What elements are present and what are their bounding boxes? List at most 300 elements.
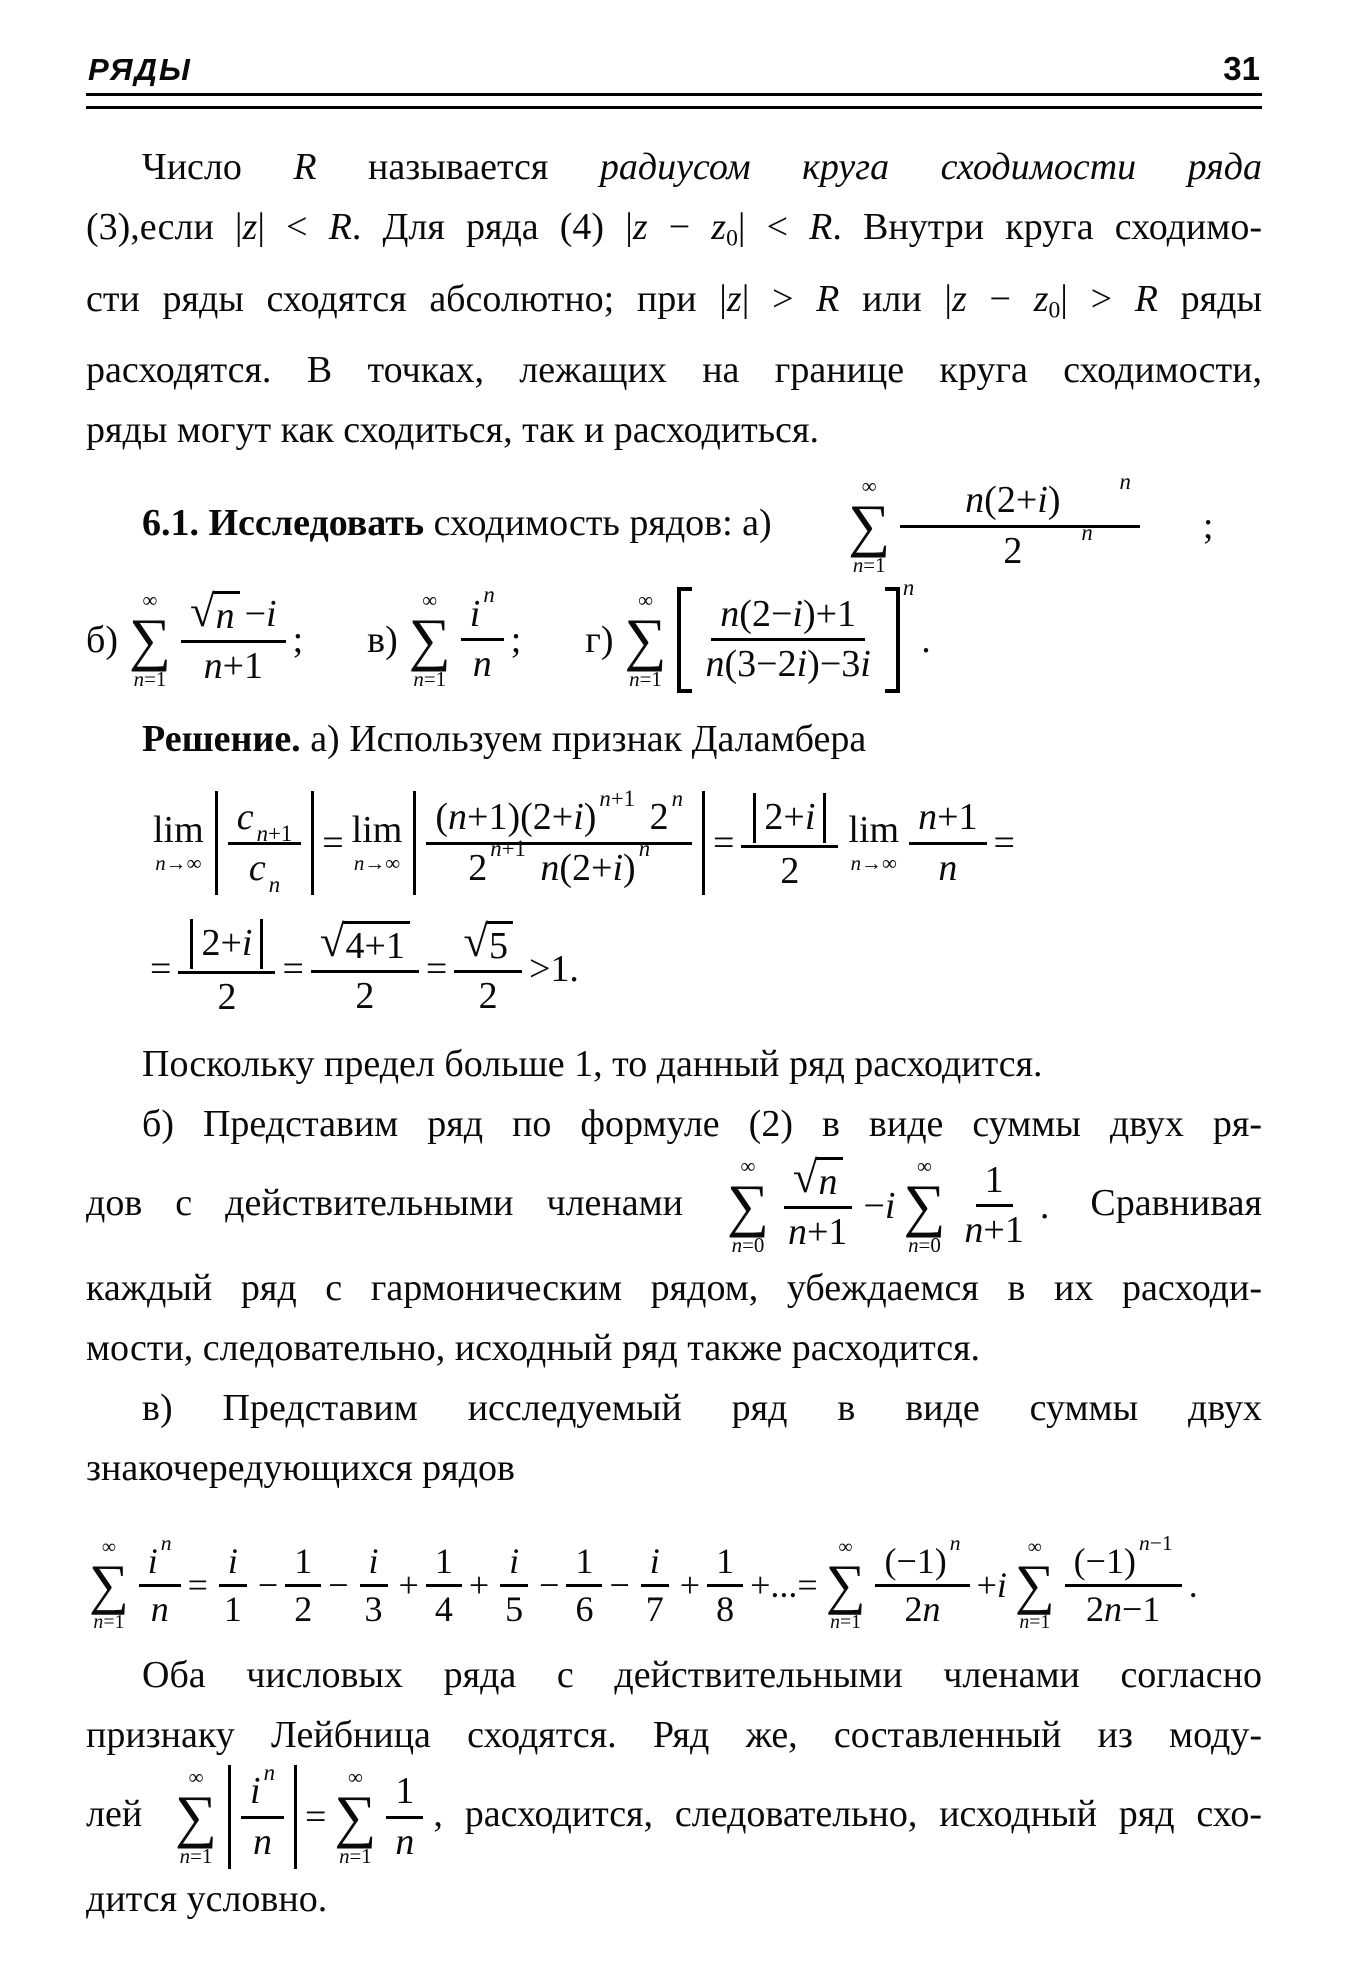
summation (625, 588, 667, 692)
math-run: =1 (840, 1611, 862, 1634)
math-run: 1 (716, 1540, 735, 1581)
sigma-icon: ∑ (408, 606, 451, 672)
math-run: − (539, 1565, 560, 1606)
math-run: = (187, 1565, 208, 1606)
lim-text: lim (848, 808, 900, 851)
subproblem-v (367, 582, 529, 692)
math-run: ∞ (916, 1153, 932, 1178)
math-text (863, 1176, 895, 1236)
math-text (473, 643, 492, 687)
text-line-with-formula (86, 1151, 1262, 1258)
denominator (566, 1587, 602, 1632)
math-run (531, 847, 541, 889)
paragraph-part-v (86, 1378, 1262, 1498)
subproblem-g (585, 574, 938, 693)
numerator (900, 468, 1140, 528)
math-run: i (612, 846, 624, 889)
fraction (181, 585, 286, 690)
math-run: ) (623, 846, 636, 889)
denominator (496, 1587, 532, 1632)
math-text (788, 1211, 847, 1255)
radicand (486, 921, 513, 968)
math-text (490, 836, 526, 861)
math-row (468, 836, 651, 891)
math-run: n (949, 1530, 961, 1555)
text-run: радиусом круга сходимости ряда (599, 146, 1262, 188)
math-text (395, 1821, 414, 1865)
radical-icon: √ (189, 585, 215, 636)
running-head-title: РЯДЫ (88, 52, 192, 87)
math-run: n (395, 1820, 415, 1863)
text-run: мости, следовательно, исходный ряд также расходится. (86, 1327, 981, 1369)
text-run: сти ряды сходятся абсолютно; при | (86, 277, 727, 320)
math-run: ) (583, 795, 597, 838)
lim-subscript (155, 851, 201, 876)
paragraph-radius-of-convergence (86, 137, 1262, 460)
math-run: n (902, 574, 915, 600)
math-run: )+1 (802, 592, 857, 635)
fraction (697, 591, 880, 689)
math-run: +1 (983, 1209, 1024, 1252)
header-rule-top (86, 93, 1262, 96)
absolute-value (215, 791, 315, 898)
math-run: n (540, 846, 560, 889)
text-run: знакочередующихся рядов (86, 1447, 515, 1489)
math-text (201, 922, 252, 966)
numerator (228, 794, 302, 845)
subproblems-row (86, 574, 1262, 693)
absolute-value (753, 793, 826, 843)
math-text (529, 947, 579, 991)
superscript (1063, 469, 1130, 495)
math-run: n (818, 1161, 838, 1204)
math-run: n (483, 582, 495, 608)
math-text (294, 1589, 312, 1630)
math-text (148, 1541, 158, 1582)
math-run: ∞ (142, 587, 158, 612)
math-run: 5 (488, 924, 508, 967)
math-run: 1 (575, 1540, 594, 1581)
math-run: +1 (807, 1210, 848, 1253)
fraction (139, 1530, 181, 1633)
radical-icon: √ (792, 1151, 818, 1202)
paragraph-part-b (86, 1094, 1262, 1378)
text-line (86, 1258, 1262, 1318)
math-text (426, 947, 447, 991)
sum-lower-limit (180, 1844, 213, 1869)
math-run: n (852, 553, 864, 578)
math-run: =1 (190, 1844, 213, 1869)
math-run: ∞ (861, 474, 877, 499)
math-text (435, 796, 596, 840)
denominator (459, 836, 659, 893)
text-run: лей (86, 1792, 165, 1835)
math-run: n (788, 1210, 807, 1253)
right-bracket-icon (885, 587, 900, 693)
inline-formula (406, 582, 522, 692)
solution-heading (86, 709, 1262, 769)
math-text (228, 1541, 238, 1582)
math-text (575, 1541, 593, 1582)
math-text (680, 1564, 700, 1606)
sum-lower-limit (629, 667, 662, 692)
formula-series-expansion (86, 1520, 1262, 1635)
math-text (672, 786, 683, 811)
sigma-icon: ∑ (1014, 1553, 1055, 1616)
math-run: 5 (505, 1588, 524, 1629)
numerator (741, 791, 838, 848)
text-line (86, 400, 1262, 460)
numerator (454, 915, 522, 973)
sum-lower-limit (732, 1233, 765, 1258)
denominator (707, 1587, 743, 1632)
math-run: − (257, 1565, 279, 1606)
math-row (172, 1759, 425, 1869)
math-run: ( (435, 795, 449, 838)
text-run: Оба числовых ряда с действительными членами согласно (142, 1653, 1262, 1696)
superscript (599, 786, 635, 812)
math-text (399, 1564, 419, 1606)
summation (826, 1536, 866, 1635)
fraction (215, 1539, 251, 1633)
text-line (86, 1318, 1262, 1378)
text-run: | < (737, 206, 810, 248)
summation (903, 1154, 945, 1258)
sum-lower-limit (413, 667, 446, 692)
fraction (900, 468, 1140, 575)
square-root (189, 585, 240, 638)
math-text (245, 593, 277, 637)
math-text (938, 847, 957, 891)
math-row (1073, 1530, 1173, 1582)
math-text (282, 947, 303, 991)
conclusion-part-a (86, 1034, 1262, 1094)
text-run: 0 (726, 225, 738, 252)
math-run: n (850, 850, 862, 875)
fraction (454, 915, 522, 1020)
radical-icon: √ (463, 915, 488, 966)
inline-formula (126, 585, 304, 692)
numerator (181, 585, 286, 643)
text-line-with-formula (86, 1759, 1262, 1869)
sigma-icon: ∑ (624, 606, 667, 672)
text-run: ряды могут как сходиться, так и расходиться. (86, 409, 819, 452)
radicand (342, 921, 409, 968)
math-row (435, 785, 683, 840)
math-run: n (1138, 1530, 1150, 1555)
math-run: + (468, 1565, 490, 1606)
denominator (938, 519, 1101, 576)
text-run: называется (316, 146, 600, 188)
fraction (741, 791, 838, 895)
sigma-icon: ∑ (903, 1172, 946, 1238)
math-text (964, 1209, 1023, 1253)
math-run: i (884, 1184, 896, 1227)
text-run: расходятся. В точках, лежащих на границе круга сходимости, (86, 349, 1262, 392)
math-text (258, 1564, 278, 1606)
math-text (216, 595, 235, 637)
fraction (386, 1768, 423, 1866)
math-run: n (938, 846, 958, 889)
math-text (639, 836, 650, 861)
math-text (780, 850, 799, 894)
fraction (228, 794, 302, 898)
math-text (305, 1787, 326, 1847)
math-run: n (908, 1232, 919, 1257)
text-run: | > (741, 277, 817, 320)
math-run: ∞ (101, 1536, 116, 1558)
math-run: =1 (423, 666, 447, 691)
math-text (328, 1564, 348, 1606)
lim-subscript (354, 851, 400, 876)
text-run: z (726, 277, 742, 320)
limit (153, 808, 204, 876)
text-line (86, 1094, 1262, 1154)
denominator (356, 1587, 392, 1632)
math-text (921, 618, 931, 662)
math-run: − (244, 592, 267, 635)
summation (727, 1154, 769, 1258)
text-run: . Для ряда (4) | (351, 206, 633, 248)
math-run: i (796, 643, 808, 686)
math-text (909, 479, 1060, 523)
denominator (464, 641, 501, 689)
math-run: =1 (349, 1844, 372, 1869)
superscript (483, 582, 494, 608)
math-run: . (1188, 1565, 1198, 1606)
math-run: n (964, 1209, 984, 1252)
math-text (470, 593, 481, 637)
sigma-icon: ∑ (175, 1783, 218, 1849)
math-run: n (133, 666, 145, 691)
numerator (178, 917, 275, 974)
formula-limit-value (150, 917, 1262, 1021)
math-run: n (203, 644, 223, 687)
numerator (426, 785, 692, 845)
math-text (150, 947, 171, 991)
math-text (151, 1589, 169, 1630)
fraction (909, 794, 986, 892)
math-run: n (1104, 1588, 1123, 1629)
math-run: = (425, 948, 448, 991)
fraction (178, 917, 275, 1021)
math-row (469, 582, 495, 637)
denominator (426, 1587, 462, 1632)
sigma-icon: ∑ (129, 606, 171, 672)
math-run: =1 (144, 666, 167, 691)
math-run: n (179, 1844, 191, 1869)
math-text (1081, 520, 1092, 545)
math-run: n (830, 1611, 841, 1634)
text-run: z (1033, 277, 1049, 320)
math-run: i (250, 1769, 261, 1812)
math-run: n (1019, 1611, 1030, 1634)
math-run: ; (1202, 505, 1214, 548)
numerator (707, 1539, 743, 1587)
math-run: (2+ (984, 479, 1038, 522)
math-run: 2 (478, 974, 498, 1017)
math-run: n (160, 1530, 172, 1555)
denominator (285, 1587, 321, 1632)
superscript (490, 836, 526, 862)
math-text (1147, 496, 1214, 556)
math-text (575, 1589, 593, 1630)
math-text (950, 1531, 961, 1555)
text-line (86, 1438, 1262, 1498)
text-line (86, 340, 1262, 400)
summation (129, 588, 171, 692)
math-text (365, 1589, 383, 1630)
math-run: n (731, 1232, 743, 1257)
denominator (142, 1587, 178, 1632)
math-run: ∞ (1027, 1536, 1042, 1558)
math-run: n (705, 643, 725, 686)
math-run: (3−2 (724, 643, 797, 686)
math-run: i (241, 922, 253, 965)
text-run: − (966, 277, 1034, 320)
text-run: а) Используем признак Даламбера (300, 717, 867, 760)
math-text (264, 1760, 275, 1785)
sum-lower-limit (93, 1611, 124, 1635)
sum-lower-limit (908, 1233, 941, 1258)
math-run: − (328, 1565, 349, 1606)
text-run: Число (142, 146, 294, 188)
numerator (461, 582, 504, 642)
math-text (539, 1564, 559, 1606)
math-run: +1 (501, 836, 526, 862)
summation (334, 1765, 376, 1869)
math-run: = (304, 1796, 327, 1839)
denominator (896, 1587, 950, 1632)
bracket-group (677, 574, 915, 693)
text-run: Поскольку предел больше 1, то данный ряд расходится. (142, 1042, 1043, 1085)
denominator (637, 1587, 673, 1632)
fraction (241, 1759, 284, 1866)
text-run: каждый ряд с гармоническим рядом, убеждаемся в их расходи- (86, 1267, 1262, 1309)
math-run: 2+ (201, 922, 242, 965)
denominator (346, 973, 383, 1021)
math-row (86, 1530, 1198, 1635)
math-run: c (236, 795, 254, 838)
math-text (224, 1589, 242, 1630)
sum-lower-limit (797, 553, 886, 578)
math-text (161, 1531, 172, 1555)
denominator (929, 845, 966, 893)
math-run: ∞ (740, 1153, 756, 1178)
text-run: б) Представим ряд по формуле (2) в виде суммы двух ря- (142, 1102, 1262, 1145)
fraction (707, 1539, 743, 1633)
numerator (711, 591, 865, 642)
text-line (86, 137, 1262, 197)
text-run: или | (839, 277, 953, 320)
sum-lower-limit (1019, 1611, 1050, 1635)
lim-subscript (851, 851, 897, 876)
radical-icon: √ (319, 915, 345, 966)
math-run: i (804, 795, 816, 838)
numerator (285, 1539, 321, 1587)
text-run: R (809, 206, 833, 248)
numerator (566, 1539, 602, 1587)
math-row (406, 582, 522, 692)
math-run: (−1) (884, 1540, 947, 1581)
bracket-exponent (903, 575, 914, 601)
math-text (479, 975, 498, 1019)
subscript (269, 872, 280, 898)
math-run: 1 (984, 1158, 1004, 1201)
text-run: ряды (1157, 277, 1262, 320)
math-text (985, 1159, 1004, 1203)
math-text (204, 645, 263, 689)
math-text (483, 582, 494, 607)
summation (175, 1765, 217, 1869)
math-text (720, 593, 856, 637)
math-run: n (1081, 519, 1093, 545)
math-text (905, 1589, 941, 1630)
denominator (697, 641, 880, 689)
text-run: б) (86, 618, 118, 661)
fraction (426, 1539, 462, 1633)
radicand (213, 591, 240, 638)
math-text (237, 796, 254, 840)
denominator (470, 973, 507, 1021)
text-run: z (711, 206, 727, 248)
math-run: 2 (780, 849, 800, 892)
summation (792, 474, 890, 578)
math-text (994, 821, 1015, 865)
math-run: +1 (267, 821, 293, 847)
math-run: n (671, 785, 683, 811)
math-run: = (993, 822, 1015, 865)
math-run: n (922, 1588, 941, 1629)
math-run: i (860, 643, 871, 686)
math-text (1074, 1541, 1136, 1582)
math-run: −1 (1149, 1530, 1173, 1555)
math-run: n (472, 643, 492, 686)
math-run: n (339, 1844, 350, 1869)
math-run: n (448, 795, 468, 838)
math-text (977, 1564, 1007, 1606)
denominator (779, 1209, 856, 1257)
superscript (950, 1531, 961, 1556)
summation (1015, 1536, 1055, 1635)
left-bracket-icon (677, 587, 692, 693)
denominator (244, 1819, 281, 1867)
text-run: сходимость рядов: а) (424, 502, 782, 545)
denominator (771, 848, 808, 896)
math-run: 4+1 (345, 924, 405, 967)
limit (848, 808, 900, 876)
math-text (435, 1589, 453, 1630)
text-line (86, 1645, 1262, 1705)
math-text (395, 1770, 414, 1814)
math-run: i (147, 1540, 158, 1581)
denominator (1077, 1587, 1169, 1632)
math-run: (2− (739, 592, 793, 635)
math-run: 2 (355, 974, 375, 1017)
math-text (489, 925, 508, 967)
math-run: =0 (742, 1232, 765, 1257)
math-run: =0 (918, 1232, 941, 1257)
inline-formula (622, 574, 931, 693)
math-run: 1 (223, 1588, 242, 1629)
text-run: 6.1. Исследовать (142, 502, 425, 545)
math-run: n (1119, 468, 1131, 494)
math-run: 2 (1086, 1588, 1105, 1629)
math-text (1139, 1531, 1173, 1555)
numerator (909, 794, 986, 845)
fraction (461, 582, 504, 689)
math-row (789, 468, 1214, 578)
